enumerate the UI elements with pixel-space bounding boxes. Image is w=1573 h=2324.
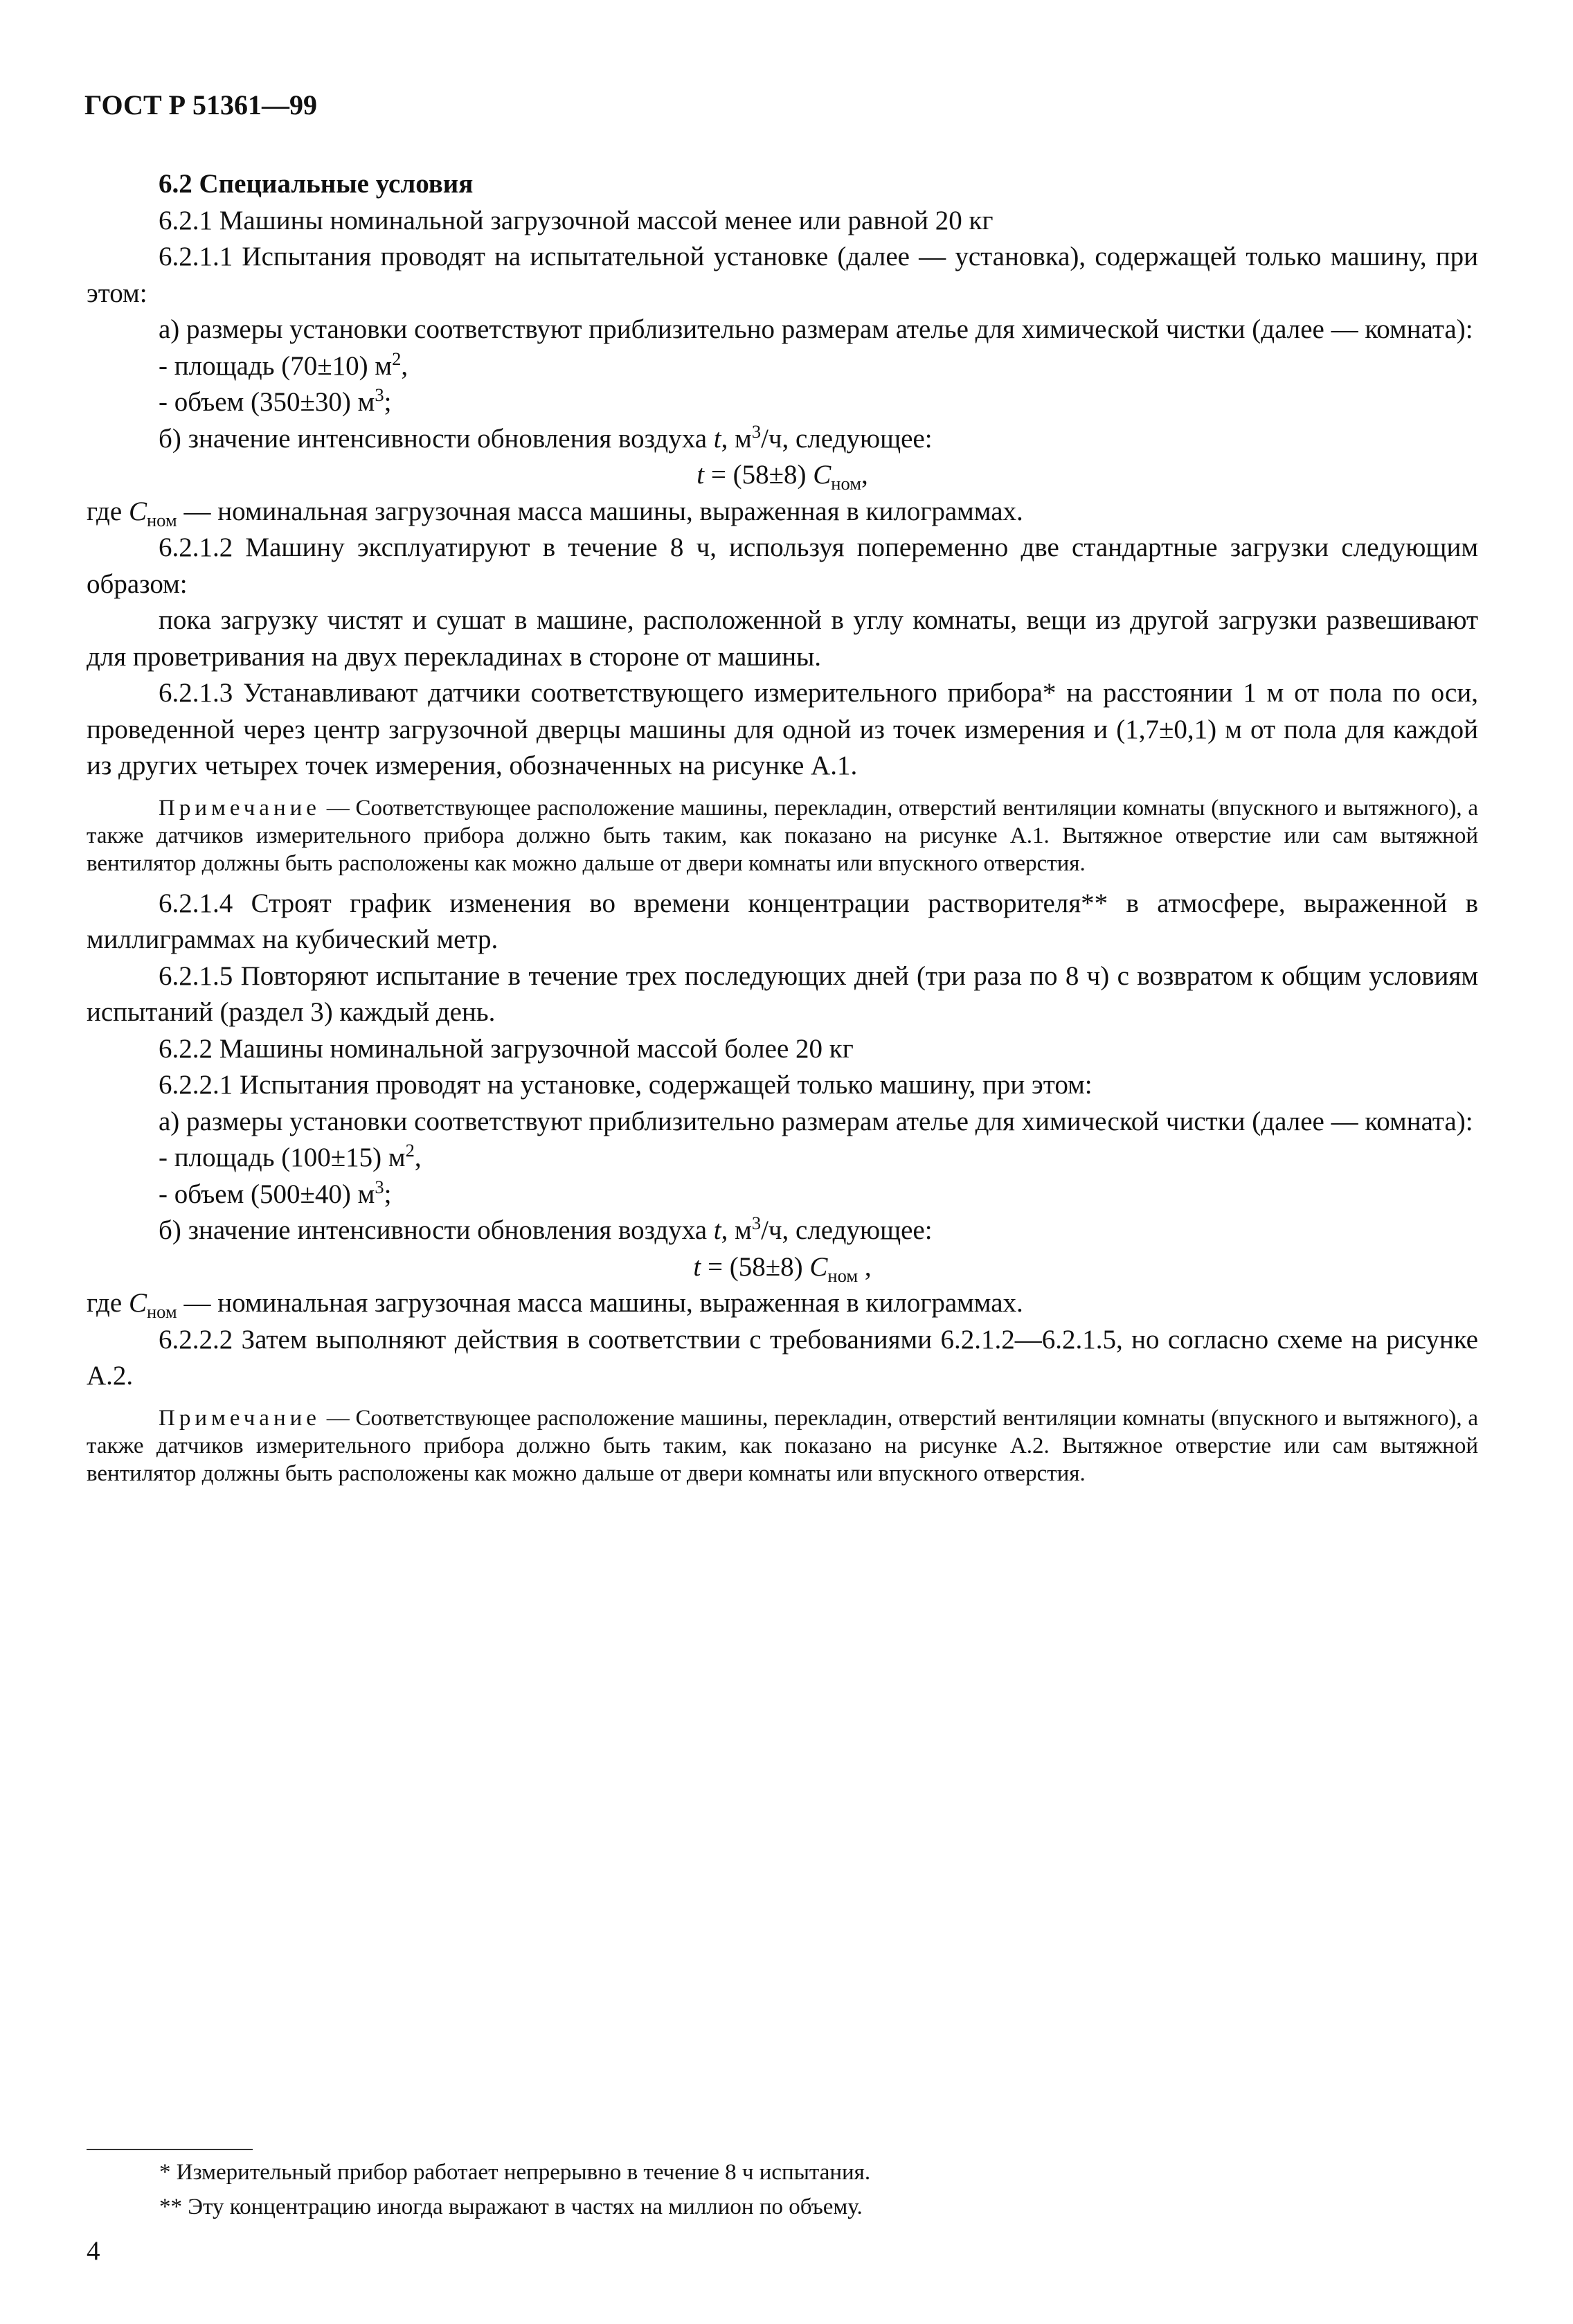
area-line-1: - площадь (70±10) $м^2$, [159, 348, 408, 381]
paragraph-a-1: а) размеры установки соответствуют приблизительно размерам ателье для химической чистки (далее — комната): [159, 314, 1473, 344]
paragraph-6-2-1-3: 6.2.1.3 Устанавливают датчики соответствующего измерительного прибора* на расстоянии 1 м от пола по оси, проведенной через центр загрузочной дверцы машины для одной из точек измерения и (1,7±0,1) м от пола для каждой из других четырех точек измерения, обозначенных на рисунке А.1. [87, 678, 1478, 780]
volume-line-2: - объем (500±40) $м^3$; [159, 1176, 392, 1209]
section-title: 6.2 Специальные условия [159, 169, 474, 199]
doc-header: ГОСТ Р 51361—99 [84, 89, 318, 120]
paragraph-6-2-2: 6.2.2 Машины номинальной загрузочной массой более 20 кг [159, 1033, 854, 1064]
paragraph-6-2-1-5: 6.2.1.5 Повторяют испытание в течение трех последующих дней (три раза по 8 ч) с возвратом к общим условиям испытаний (раздел 3) каждый день. [87, 960, 1478, 1027]
footnote-divider [87, 2149, 253, 2150]
paragraph-6-2-1-4: 6.2.1.4 Строят график изменения во времени концентрации растворителя** в атмосфере, выраженной в миллиграммах на кубический метр. [87, 888, 1478, 954]
paragraph-6-2-1: 6.2.1 Машины номинальной загрузочной массой менее или равной 20 кг [159, 205, 994, 235]
formula-2-explanation: где $C_{ном}$ — номинальная загрузочная масса машины, выраженная в килограммах. [87, 1288, 1023, 1322]
document-body [87, 166, 1478, 1496]
footnote-1: * Измерительный прибор работает непрерывно в течение 8 ч испытания. [159, 2160, 871, 2185]
formula-2: t = (58±8) $C_{ном}$ , [693, 1251, 872, 1286]
paragraph-a-2: а) размеры установки соответствуют приблизительно размерам ателье для химической чистки (далее — комната): [159, 1106, 1473, 1136]
formula-1-explanation: где $C_{ном}$ — номинальная загрузочная масса машины, выраженная в килограммах. [87, 496, 1023, 530]
paragraph-b-1: б) значение интенсивности обновления воздуха t, $м^3/ч$, следующее: [159, 420, 933, 454]
paragraph-6-2-1-2-cont: пока загрузку чистят и сушат в машине, расположенной в углу комнаты, вещи из другой загрузки развешивают для проветривания на двух перекладинах в стороне от машины. [87, 605, 1478, 672]
formula-1: t = (58±8) $C_{ном}$, [696, 460, 868, 494]
paragraph-6-2-2-2: 6.2.2.2 Затем выполняют действия в соответствии с требованиями 6.2.1.2—6.2.1.5, но согласно схеме на рисунке А.2. [87, 1324, 1478, 1391]
volume-line-1: - объем (350±30) $м^3$; [159, 384, 392, 417]
page-number: 4 [87, 2236, 100, 2266]
note-2: Примечание — Соответствующее расположение машины, перекладин, отверстий вентиляции комнаты (впускного и вытяжного), а также датчиков измерительного прибора должно быть таким, как показано на рисунке А.2. Вытяжное отверстие или сам вытяжной вентилятор должны быть расположены как можно дальше от двери комнаты или впускного отверстия. [87, 1405, 1478, 1486]
paragraph-b-2: б) значение интенсивности обновления воздуха t, $м^3/ч$, следующее: [159, 1213, 933, 1245]
paragraph-6-2-2-1: 6.2.2.1 Испытания проводят на установке, содержащей только машину, при этом: [159, 1070, 1093, 1100]
footnote-2: ** Эту концентрацию иногда выражают в частях на миллион по объему. [159, 2195, 863, 2219]
footnotes [159, 2155, 870, 2224]
note-1: Примечание — Соответствующее расположение машины, перекладин, отверстий вентиляции комнаты (впускного и вытяжного), а также датчиков измерительного прибора должно быть таким, как показано на рисунке А.1. Вытяжное отверстие или сам вытяжной вентилятор должны быть расположены как можно дальше от двери комнаты или впускного отверстия. [87, 795, 1478, 876]
paragraph-6-2-1-1: 6.2.1.1 Испытания проводят на испытательной установке (далее — установка), содержащей только машину, при этом: [87, 242, 1478, 308]
area-line-2: - площадь (100±15) $м^2$, [159, 1140, 422, 1172]
paragraph-6-2-1-2: 6.2.1.2 Машину эксплуатируют в течение 8 ч, используя попеременно две стандартные загрузки следующим образом: [87, 533, 1478, 599]
